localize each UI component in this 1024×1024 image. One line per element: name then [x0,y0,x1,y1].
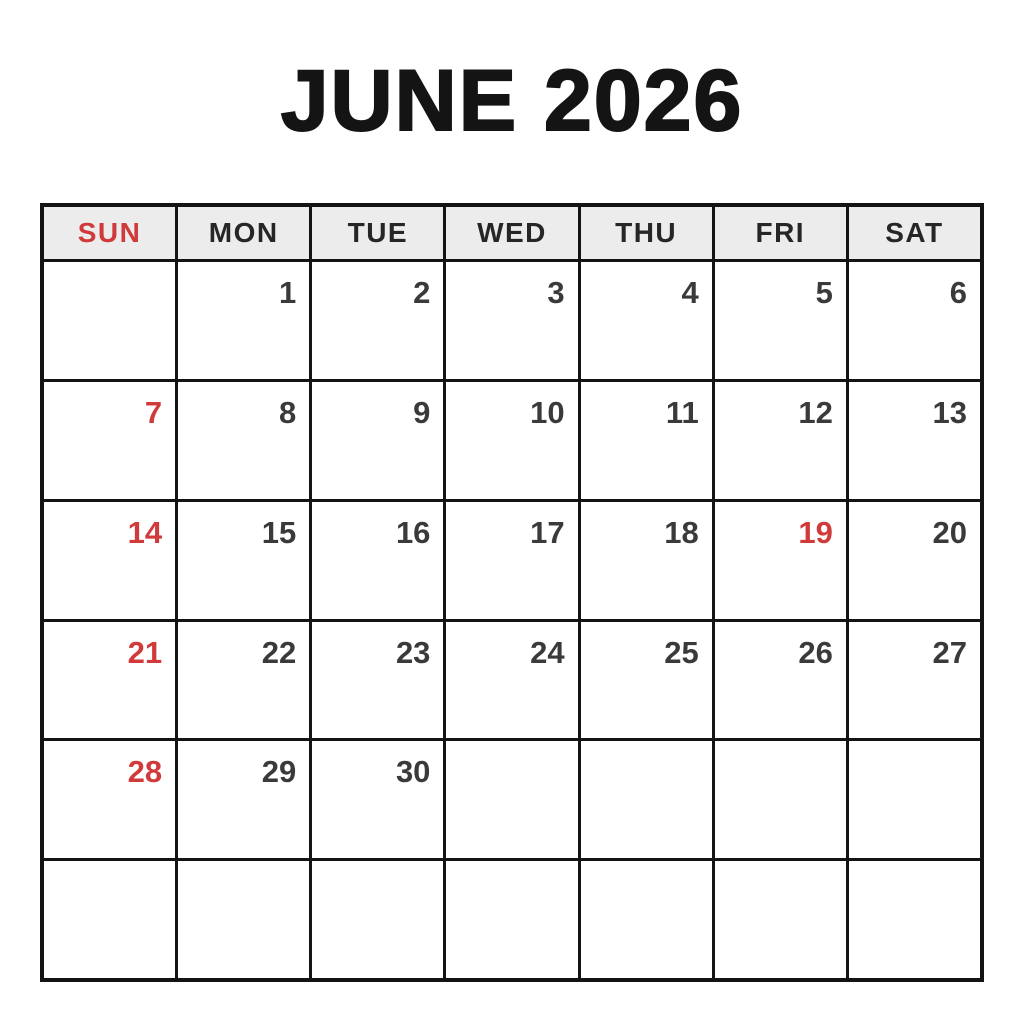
calendar-cell [581,861,712,978]
calendar-cell [849,502,980,619]
day-number: 23 [395,634,431,670]
calendar-cell [446,622,577,739]
calendar-cell [849,622,980,739]
calendar-cell [581,741,712,858]
day-number: 1 [279,275,297,310]
day-number: 19 [798,514,833,550]
weekday-label: TUE [347,217,409,248]
day-number: 3 [547,275,565,310]
day-number: 27 [932,634,967,670]
calendar-cell [312,262,443,379]
weekday-header-fri [715,207,846,259]
calendar-cell [849,861,980,978]
calendar-grid [40,203,984,982]
day-number: 28 [127,754,163,790]
day-number: 7 [144,394,163,430]
day-number: 14 [127,514,163,550]
calendar-cell [178,861,309,978]
calendar-cell [446,382,577,499]
calendar-cell [715,382,846,499]
calendar-cell [446,262,577,379]
weekday-header-sun [44,207,175,259]
calendar-cell [178,502,309,619]
day-number: 20 [932,514,967,550]
calendar-cell [581,502,712,619]
weekday-label: SUN [77,217,142,248]
weekday-label: WED [477,217,547,248]
day-number: 6 [949,275,967,310]
weekday-label: THU [615,217,678,248]
calendar-title: JUNE 2026 [280,53,744,149]
calendar-cell [178,622,309,739]
weekday-header-thu [581,207,712,259]
day-number: 9 [413,394,431,430]
day-number: 15 [261,514,297,550]
calendar-cell [312,861,443,978]
day-number: 18 [664,514,699,550]
weekday-label: MON [208,217,279,248]
day-number: 17 [530,514,565,550]
calendar-cell [178,262,309,379]
calendar-cell [44,622,175,739]
day-number: 5 [815,275,833,310]
calendar-cell [715,502,846,619]
calendar-cell [44,502,175,619]
day-number: 11 [665,394,699,430]
weekday-header-mon [178,207,309,259]
calendar-cell [715,262,846,379]
day-number: 8 [279,394,297,430]
day-number: 21 [127,634,163,670]
day-number: 13 [932,394,967,430]
day-number: 2 [413,275,431,310]
day-number: 4 [681,275,699,310]
calendar-cell [581,262,712,379]
weekday-header-sat [849,207,980,259]
calendar-cell [178,382,309,499]
calendar-cell [178,741,309,858]
calendar-cell [446,502,577,619]
calendar-cell [715,861,846,978]
calendar-cell [849,741,980,858]
calendar-cell [849,382,980,499]
calendar-cell [312,622,443,739]
calendar-cell [849,262,980,379]
calendar-cell [44,382,175,499]
day-number: 30 [395,754,431,790]
calendar-cell [715,741,846,858]
day-number: 25 [664,634,699,670]
calendar-cell [312,741,443,858]
day-number: 29 [261,754,297,790]
weekday-label: FRI [755,217,806,248]
calendar-cell [581,622,712,739]
day-number: 16 [395,514,431,550]
day-number: 26 [798,634,833,670]
weekday-header-wed [446,207,577,259]
day-number: 22 [261,634,297,670]
calendar-cell [44,741,175,858]
calendar-cell [581,382,712,499]
calendar-cell [446,861,577,978]
calendar-cell [715,622,846,739]
day-number: 12 [798,394,833,430]
day-number: 10 [530,394,565,430]
calendar-cell [44,861,175,978]
calendar-cell [312,502,443,619]
weekday-header-tue [312,207,443,259]
day-number: 24 [530,634,565,670]
weekday-label: SAT [885,217,944,248]
calendar-cell [312,382,443,499]
calendar-cell [44,262,175,379]
calendar-cell [446,741,577,858]
